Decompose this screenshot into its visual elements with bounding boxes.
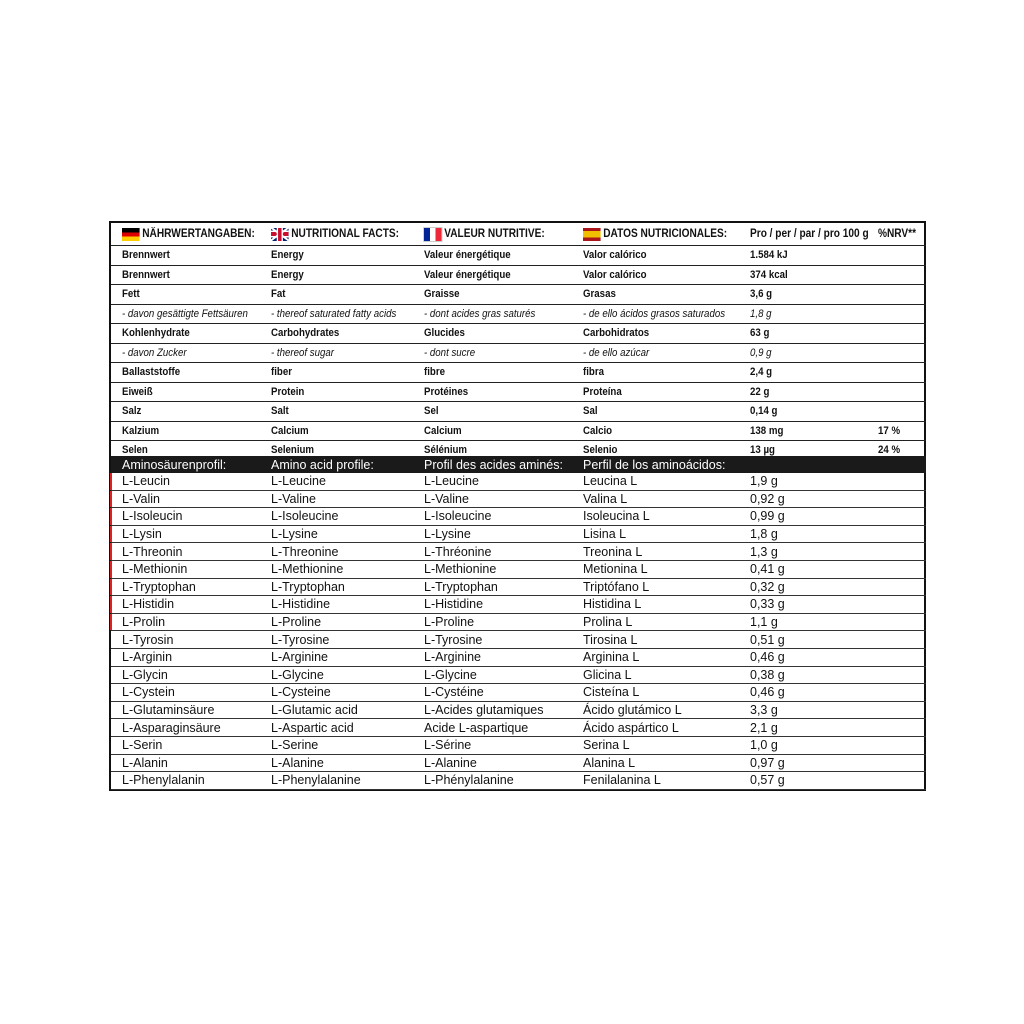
nutrient-fr: - dont acides gras saturés (424, 307, 536, 320)
amino-value: 0,46 g (750, 650, 785, 665)
amino-de: L-Glycin (122, 667, 168, 682)
amino-value: 1,0 g (750, 738, 778, 753)
header-en-label: NUTRITIONAL FACTS: (291, 228, 399, 240)
nutrient-es: - de ello ácidos grasos saturados (583, 307, 726, 320)
nutrient-en: - thereof sugar (271, 346, 334, 359)
header-de (122, 223, 255, 245)
nutrient-es: Proteína (583, 385, 622, 398)
nutrient-row (111, 402, 926, 422)
row-marker (110, 491, 112, 508)
amino-value: 0,97 g (750, 755, 785, 770)
header-es (583, 223, 727, 245)
germany-flag-icon (122, 228, 140, 241)
amino-de: L-Phenylalanin (122, 773, 205, 788)
header-de-label: NÄHRWERTANGABEN: (142, 228, 255, 240)
amino-en: L-Alanine (271, 755, 324, 770)
nutrient-en: Selenium (271, 444, 315, 457)
amino-es: Leucina L (583, 474, 638, 489)
nutrient-row (111, 422, 926, 442)
nutrient-fr: Protéines (424, 385, 469, 398)
amino-en: L-Tyrosine (271, 632, 330, 647)
amino-es: Isoleucina L (583, 509, 650, 524)
amino-fr: L-Methionine (424, 562, 497, 577)
amino-value: 1,3 g (750, 544, 778, 559)
header-es-label: DATOS NUTRICIONALES: (603, 228, 728, 240)
amino-fr: L-Cystéine (424, 685, 484, 700)
amino-de: L-Isoleucin (122, 509, 183, 524)
nutrient-row (111, 344, 926, 364)
nutrient-en: Protein (271, 385, 305, 398)
amino-es: Serina L (583, 738, 630, 753)
nutrient-fr: Valeur énergétique (424, 249, 511, 262)
amino-fr: Acide L-aspartique (424, 720, 529, 735)
uk-flag-icon (271, 228, 289, 241)
nutrient-row (111, 246, 926, 266)
nutrient-row (111, 285, 926, 305)
amino-row (111, 491, 926, 509)
nutrient-en: fiber (271, 366, 292, 379)
france-flag-icon (424, 228, 442, 241)
nutrient-row (111, 363, 926, 383)
amino-de: L-Methionin (122, 562, 188, 577)
amino-es: Treonina L (583, 544, 643, 559)
amino-es: Glicina L (583, 667, 632, 682)
amino-en: L-Threonine (271, 544, 339, 559)
amino-en: L-Proline (271, 615, 322, 630)
nutrient-de: Salz (122, 405, 142, 418)
header-nrv: %NRV** (878, 228, 917, 240)
nutrient-es: Valor calórico (583, 268, 647, 281)
amino-header-en: Amino acid profile: (271, 457, 374, 472)
amino-value: 0,32 g (750, 579, 785, 594)
amino-row (111, 473, 926, 491)
amino-fr: L-Alanine (424, 755, 477, 770)
nutrient-de: - davon Zucker (122, 346, 187, 359)
amino-fr: L-Tryptophan (424, 579, 498, 594)
amino-row (111, 579, 926, 597)
nutrient-value: 138 mg (750, 424, 784, 437)
nutrient-row (111, 305, 926, 325)
amino-row (111, 702, 926, 720)
nutrient-value: 1.584 kJ (750, 249, 788, 262)
row-marker (110, 561, 112, 578)
amino-header-fr: Profil des acides aminés: (424, 457, 563, 472)
amino-row (111, 543, 926, 561)
nutrient-es: Valor calórico (583, 249, 647, 262)
nutrient-row (111, 266, 926, 286)
amino-value: 1,1 g (750, 615, 778, 630)
nutrient-de: Kohlenhydrate (122, 327, 190, 340)
amino-en: L-Aspartic acid (271, 720, 354, 735)
row-marker (110, 473, 112, 490)
amino-en: L-Serine (271, 738, 319, 753)
amino-en: L-Tryptophan (271, 579, 345, 594)
amino-de: L-Serin (122, 738, 163, 753)
amino-en: L-Cysteine (271, 685, 331, 700)
amino-de: L-Arginin (122, 650, 173, 665)
amino-row (111, 561, 926, 579)
row-marker (110, 614, 112, 631)
amino-de: L-Threonin (122, 544, 183, 559)
amino-header-de: Aminosäurenprofil: (122, 457, 227, 472)
nutrient-de: Kalzium (122, 424, 160, 437)
nutrient-value: 0,9 g (750, 346, 772, 359)
amino-de: L-Tryptophan (122, 579, 196, 594)
amino-en: L-Arginine (271, 650, 328, 665)
nutrient-es: Grasas (583, 288, 616, 301)
amino-en: L-Lysine (271, 527, 318, 542)
amino-de: L-Histidin (122, 597, 175, 612)
amino-de: L-Asparaginsäure (122, 720, 221, 735)
amino-es: Tirosina L (583, 632, 638, 647)
amino-en: L-Histidine (271, 597, 331, 612)
amino-fr: L-Arginine (424, 650, 481, 665)
amino-en: L-Leucine (271, 474, 326, 489)
amino-row (111, 719, 926, 737)
amino-fr: L-Sérine (424, 738, 472, 753)
nutrient-value: 63 g (750, 327, 770, 340)
amino-de: L-Tyrosin (122, 632, 174, 647)
nutrient-value: 1,8 g (750, 307, 772, 320)
nutrient-de: Brennwert (122, 249, 170, 262)
spain-flag-icon (583, 228, 601, 241)
nutrient-es: Sal (583, 405, 598, 418)
nutrient-de: Ballaststoffe (122, 366, 181, 379)
amino-row (111, 667, 926, 685)
amino-fr: L-Acides glutamiques (424, 703, 544, 718)
amino-value: 2,1 g (750, 720, 778, 735)
nutrient-value: 374 kcal (750, 268, 788, 281)
amino-es: Arginina L (583, 650, 640, 665)
nutrient-fr: Sélénium (424, 444, 468, 457)
nutrient-de: Selen (122, 444, 148, 457)
nutrient-en: Energy (271, 249, 304, 262)
amino-en: L-Isoleucine (271, 509, 339, 524)
nutrient-de: Fett (122, 288, 140, 301)
nutrient-de: Brennwert (122, 268, 170, 281)
amino-es: Alanina L (583, 755, 636, 770)
amino-row (111, 614, 926, 632)
nutrient-value: 0,14 g (750, 405, 778, 418)
amino-value: 0,51 g (750, 632, 785, 647)
header-en (271, 223, 399, 245)
amino-es: Fenilalanina L (583, 773, 661, 788)
amino-es: Prolina L (583, 615, 633, 630)
nutrient-en: - thereof saturated fatty acids (271, 307, 397, 320)
nutrient-en: Calcium (271, 424, 309, 437)
amino-fr: L-Isoleucine (424, 509, 492, 524)
header-per: Pro / per / par / pro 100 g (750, 228, 869, 240)
nutrient-fr: Glucides (424, 327, 465, 340)
row-marker (110, 526, 112, 543)
amino-row (111, 526, 926, 544)
amino-es: Triptófano L (583, 579, 650, 594)
amino-value: 0,57 g (750, 773, 785, 788)
amino-de: L-Prolin (122, 615, 166, 630)
nutrition-facts-table (109, 221, 926, 791)
row-marker (110, 543, 112, 560)
row-marker (110, 579, 112, 596)
amino-row (111, 631, 926, 649)
amino-row (111, 596, 926, 614)
header-fr-label: VALEUR NUTRITIVE: (444, 228, 545, 240)
amino-de: L-Alanin (122, 755, 168, 770)
amino-es: Valina L (583, 491, 628, 506)
nutrient-es: Selenio (583, 444, 618, 457)
amino-fr: L-Valine (424, 491, 469, 506)
row-marker (110, 596, 112, 613)
amino-value: 1,8 g (750, 527, 778, 542)
amino-value: 0,33 g (750, 597, 785, 612)
nutrient-de: - davon gesättigte Fettsäuren (122, 307, 248, 320)
nutrient-fr: Valeur énergétique (424, 268, 511, 281)
nutrient-es: Carbohidratos (583, 327, 650, 340)
amino-en: L-Glutamic acid (271, 703, 358, 718)
amino-de: L-Valin (122, 491, 160, 506)
nutrient-fr: Graisse (424, 288, 460, 301)
nutrient-fr: Sel (424, 405, 439, 418)
amino-es: Ácido aspártico L (583, 720, 679, 735)
amino-es: Metionina L (583, 562, 648, 577)
amino-fr: L-Lysine (424, 527, 471, 542)
amino-es: Cisteína L (583, 685, 640, 700)
amino-fr: L-Glycine (424, 667, 477, 682)
amino-header-es: Perfil de los aminoácidos: (583, 457, 726, 472)
amino-de: L-Lysin (122, 527, 162, 542)
amino-fr: L-Thréonine (424, 544, 492, 559)
amino-value: 0,92 g (750, 491, 785, 506)
amino-es: Ácido glutámico L (583, 703, 682, 718)
amino-es: Lisina L (583, 527, 627, 542)
amino-value: 1,9 g (750, 474, 778, 489)
nutrient-de: Eiweiß (122, 385, 153, 398)
nutrient-es: fibra (583, 366, 604, 379)
nutrient-en: Energy (271, 268, 304, 281)
amino-en: L-Methionine (271, 562, 344, 577)
nutrient-en: Salt (271, 405, 289, 418)
amino-fr: L-Proline (424, 615, 475, 630)
nutrient-row (111, 324, 926, 344)
amino-value: 3,3 g (750, 703, 778, 718)
nutrient-en: Fat (271, 288, 286, 301)
amino-row (111, 684, 926, 702)
nutrient-value: 3,6 g (750, 288, 773, 301)
nutrient-fr: - dont sucre (424, 346, 476, 359)
amino-row (111, 508, 926, 526)
amino-fr: L-Phénylalanine (424, 773, 514, 788)
amino-value: 0,41 g (750, 562, 785, 577)
nutrient-es: - de ello azúcar (583, 346, 650, 359)
amino-value: 0,46 g (750, 685, 785, 700)
nutrient-fr: fibre (424, 366, 445, 379)
table-header-row (111, 223, 926, 246)
amino-fr: L-Histidine (424, 597, 484, 612)
amino-header-row (111, 456, 926, 473)
row-marker (110, 508, 112, 525)
amino-fr: L-Tyrosine (424, 632, 483, 647)
amino-row (111, 649, 926, 667)
header-fr (424, 223, 545, 245)
amino-en: L-Phenylalanine (271, 773, 361, 788)
amino-de: L-Cystein (122, 685, 175, 700)
amino-row (111, 772, 926, 790)
nutrient-value: 13 µg (750, 444, 775, 457)
amino-value: 0,38 g (750, 667, 785, 682)
nutrient-value: 22 g (750, 385, 770, 398)
amino-en: L-Valine (271, 491, 316, 506)
nutrient-nrv: 24 % (878, 444, 901, 457)
nutrient-es: Calcio (583, 424, 613, 437)
nutrient-nrv: 17 % (878, 424, 901, 437)
amino-de: L-Glutaminsäure (122, 703, 215, 718)
amino-row (111, 737, 926, 755)
nutrient-value: 2,4 g (750, 366, 773, 379)
nutrient-row (111, 383, 926, 403)
amino-fr: L-Leucine (424, 474, 479, 489)
amino-value: 0,99 g (750, 509, 785, 524)
amino-en: L-Glycine (271, 667, 324, 682)
amino-row (111, 755, 926, 773)
amino-es: Histidina L (583, 597, 642, 612)
nutrient-fr: Calcium (424, 424, 462, 437)
amino-de: L-Leucin (122, 474, 170, 489)
nutrient-en: Carbohydrates (271, 327, 340, 340)
